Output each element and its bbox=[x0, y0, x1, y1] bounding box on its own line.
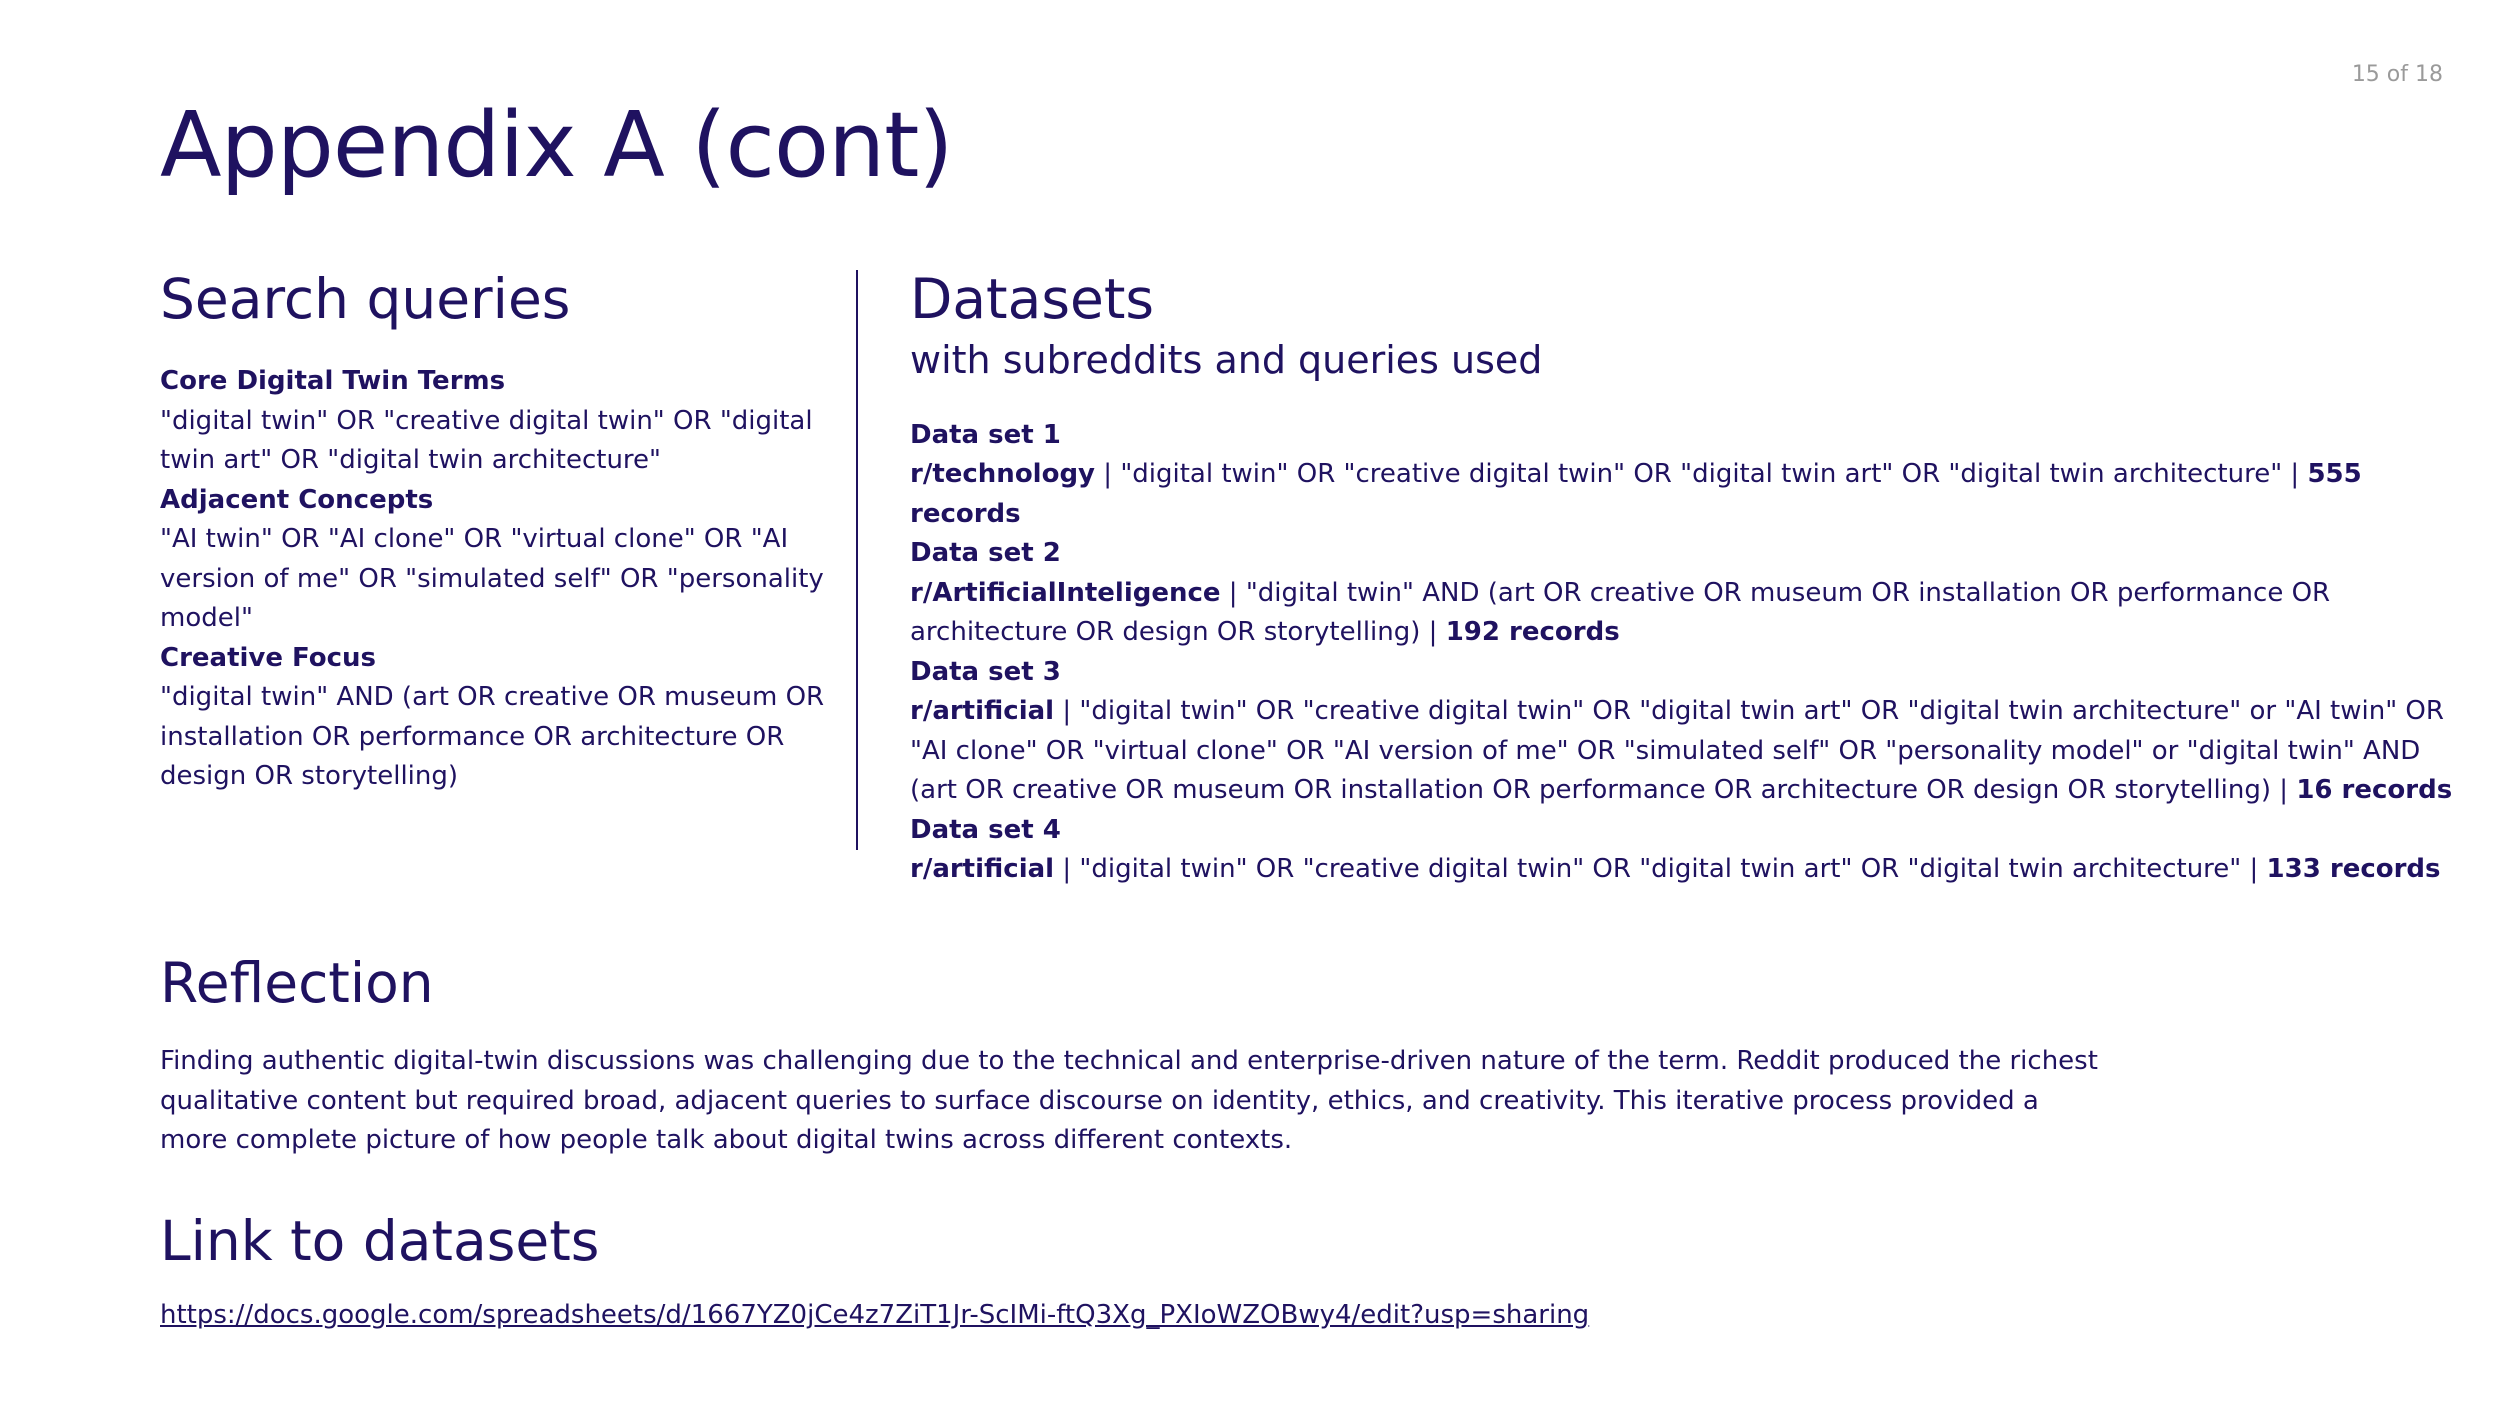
dataset-list bbox=[910, 416, 2470, 890]
dataset-separator: | bbox=[1054, 854, 1080, 885]
query-group-text: "AI twin" OR "AI clone" OR "virtual clone" OR "AI version of me" OR "simulated self" OR "personality model" bbox=[160, 524, 824, 633]
query-group-text: "digital twin" OR "creative digital twin" OR "digital twin art" OR "digital twin architecture" bbox=[160, 405, 813, 475]
reflection-text: Finding authentic digital-twin discussions was challenging due to the technical and enterprise-driven nature of the term. Reddit produced the richest qualitative content but required broad, adjacent queries to surface discourse on identity, ethics, and creativity. This iterative process provided a more complete picture of how people talk about digital twins across different contexts. bbox=[160, 1046, 2098, 1155]
reflection-section bbox=[160, 950, 2100, 1161]
column-divider bbox=[856, 270, 858, 850]
dataset-item bbox=[910, 534, 2470, 653]
query-group-adjacent bbox=[160, 481, 840, 639]
dataset-query: "digital twin" OR "creative digital twin" OR "digital twin art" OR "digital twin architecture" bbox=[1079, 854, 2242, 885]
dataset-separator: | bbox=[1220, 577, 1246, 608]
reflection-heading: Reflection bbox=[160, 951, 434, 1015]
page-title: Appendix A (cont) bbox=[160, 93, 953, 198]
dataset-records: 133 records bbox=[2266, 854, 2441, 885]
dataset-details bbox=[910, 692, 2470, 811]
query-group-title: Core Digital Twin Terms bbox=[160, 366, 506, 396]
query-group-core bbox=[160, 362, 840, 481]
dataset-separator: | bbox=[1420, 617, 1446, 648]
dataset-subreddit: r/ArtificialInteligence bbox=[910, 577, 1221, 608]
dataset-label: Data set 2 bbox=[910, 538, 1061, 569]
dataset-item bbox=[910, 811, 2470, 890]
dataset-label: Data set 4 bbox=[910, 814, 1061, 845]
dataset-separator: | bbox=[2271, 775, 2297, 806]
query-group-creative bbox=[160, 639, 840, 797]
dataset-separator: | bbox=[2282, 459, 2308, 490]
dataset-query: "digital twin" OR "creative digital twin" OR "digital twin art" OR "digital twin architecture" or "AI twin" OR "AI clone" OR "virtual clone" OR "AI version of me" OR "simulated self" OR "personality model" or "digital twin" AND (art OR creative OR museum OR installation OR performance OR architecture OR design OR storytelling) bbox=[910, 696, 2444, 806]
datasets-column bbox=[910, 266, 2470, 890]
dataset-item bbox=[910, 416, 2470, 535]
query-group-title: Creative Focus bbox=[160, 642, 377, 673]
dataset-query: "digital twin" AND (art OR creative OR museum OR installation OR performance OR architecture OR design OR storytelling) bbox=[910, 577, 2331, 648]
datasets-heading: Datasets bbox=[910, 267, 1155, 331]
dataset-details bbox=[910, 574, 2470, 653]
query-group-title: Adjacent Concepts bbox=[160, 484, 434, 515]
dataset-records: 555 records bbox=[910, 459, 2362, 529]
search-queries-heading: Search queries bbox=[160, 267, 571, 331]
dataset-label: Data set 1 bbox=[910, 419, 1061, 450]
dataset-query: "digital twin" OR "creative digital twin" OR "digital twin art" OR "digital twin architecture" bbox=[1120, 459, 2283, 490]
dataset-subreddit: r/artificial bbox=[910, 854, 1055, 885]
search-query-groups bbox=[160, 362, 840, 797]
dataset-separator: | bbox=[2241, 854, 2267, 885]
dataset-separator: | bbox=[1054, 696, 1080, 727]
datasets-link-section bbox=[160, 1208, 2360, 1330]
datasets-link-heading: Link to datasets bbox=[160, 1209, 600, 1273]
dataset-label: Data set 3 bbox=[910, 656, 1061, 687]
dataset-details bbox=[910, 455, 2470, 534]
dataset-details bbox=[910, 850, 2470, 890]
dataset-item bbox=[910, 653, 2470, 811]
dataset-subreddit: r/technology bbox=[910, 459, 1096, 490]
dataset-records: 192 records bbox=[1445, 617, 1620, 648]
dataset-records: 16 records bbox=[2296, 775, 2453, 806]
datasets-link[interactable]: https://docs.google.com/spreadsheets/d/1667YZ0jCe4z7ZiT1Jr-ScIMi-ftQ3Xg_PXIoWZOBwy4/edit?usp=sharing bbox=[160, 1300, 1590, 1330]
dataset-separator: | bbox=[1095, 459, 1121, 490]
dataset-subreddit: r/artificial bbox=[910, 696, 1055, 727]
datasets-subtitle: with subreddits and queries used bbox=[910, 338, 1543, 382]
query-group-text: "digital twin" AND (art OR creative OR museum OR installation OR performance OR architecture OR design OR storytelling) bbox=[160, 682, 825, 791]
page-number: 15 of 18 bbox=[2351, 62, 2443, 87]
search-queries-column bbox=[160, 266, 840, 797]
